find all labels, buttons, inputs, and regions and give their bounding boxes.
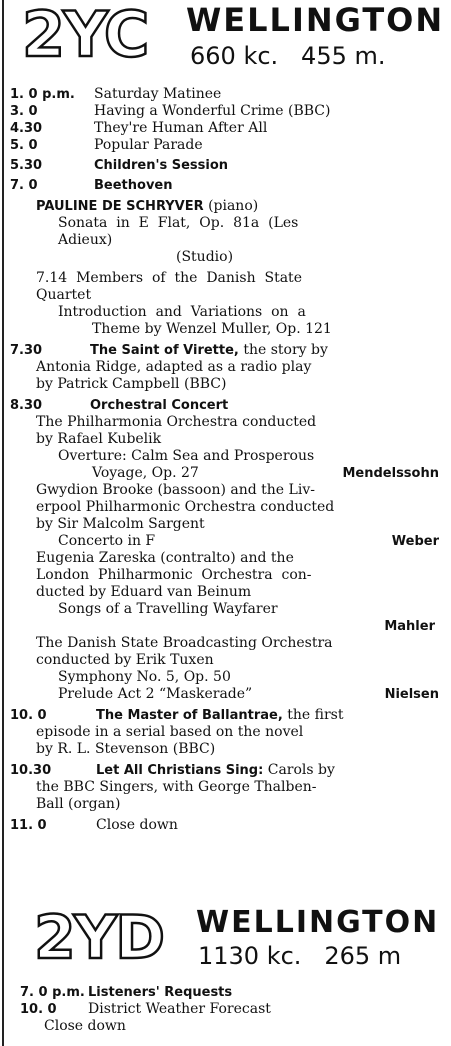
performer-line	[8, 198, 443, 215]
item-title: They're Human After All	[94, 120, 268, 136]
concert-line: ducted by Eduard van Beinum	[36, 584, 252, 600]
item-time: 10. 0	[20, 1002, 57, 1017]
composer-name: Mahler	[384, 619, 435, 634]
item-time: 5.30	[10, 158, 43, 173]
item-description: Carols by	[267, 762, 335, 778]
concert-line: London Philharmonic Orchestra con-	[36, 567, 312, 583]
item-time: 7.30	[10, 343, 43, 358]
column-rule	[2, 0, 4, 1046]
concert-line: conducted by Erik Tuxen	[36, 652, 214, 668]
concert-line: Symphony No. 5, Op. 50	[58, 669, 231, 685]
concert-line: Songs of a Travelling Wayfarer	[58, 601, 278, 617]
list-item	[8, 157, 443, 174]
item-title: Listeners' Requests	[88, 985, 233, 1000]
list-item	[8, 984, 443, 1001]
danish-quartet-line: Quartet	[36, 287, 92, 303]
item-title: Having a Wonderful Crime (BBC)	[94, 103, 331, 119]
item-description: the story by	[243, 342, 328, 358]
item-description: by Patrick Campbell (BBC)	[36, 376, 227, 392]
concert-line: Overture: Calm Sea and Prosperous	[58, 448, 315, 464]
station-city-2yc: WELLINGTON	[186, 1, 445, 39]
station-city-2yd: WELLINGTON	[196, 905, 440, 940]
item-title: Saturday Matinee	[94, 86, 222, 102]
list-item	[8, 103, 443, 120]
station-frequency-2yc: 660 kc. 455 m.	[190, 42, 386, 70]
list-item	[8, 397, 443, 414]
item-time: 7. 0 p.m.	[20, 985, 85, 1000]
item-description: Antonia Ridge, adapted as a radio play	[36, 359, 312, 375]
list-item	[8, 342, 443, 359]
work-line: Introduction and Variations on a	[58, 304, 306, 320]
item-description: by R. L. Stevenson (BBC)	[36, 741, 216, 757]
item-title: Orchestral Concert	[90, 398, 229, 413]
work-line: Theme by Wenzel Muller, Op. 121	[92, 321, 332, 337]
work-line: Sonata in E Flat, Op. 81a (Les	[58, 215, 299, 231]
concert-line: The Philharmonia Orchestra conducted	[36, 414, 317, 430]
work-title: Concerto in F	[58, 533, 156, 549]
programme-2yc	[8, 86, 443, 834]
composer-name: Weber	[391, 534, 439, 549]
concert-line: Eugenia Zareska (contralto) and the	[36, 550, 294, 566]
performer-instrument: (piano)	[208, 198, 259, 214]
list-item	[8, 762, 443, 779]
composer-name: Mendelssohn	[342, 466, 439, 481]
concert-line: The Danish State Broadcasting Orchestra	[36, 635, 333, 651]
item-description: Ball (organ)	[36, 796, 121, 812]
list-item: Close down	[44, 1018, 126, 1034]
concert-line: by Sir Malcolm Sargent	[36, 516, 205, 532]
station-logo-2yd: 2YD	[34, 903, 163, 973]
station-header-2yc	[0, 0, 451, 80]
item-description: episode in a serial based on the novel	[36, 724, 304, 740]
item-time: 4.30	[10, 121, 43, 136]
item-title: District Weather Forecast	[88, 1001, 271, 1017]
list-item	[8, 86, 443, 103]
item-time: 8.30	[10, 398, 43, 413]
item-time: 3. 0	[10, 104, 38, 119]
studio-note: (Studio)	[176, 249, 234, 265]
list-item	[8, 120, 443, 137]
work-title: Prelude Act 2 “Maskerade”	[58, 686, 253, 702]
work-title: Voyage, Op. 27	[92, 465, 199, 481]
item-time: 10. 0	[10, 708, 47, 723]
item-title: Let All Christians Sing:	[96, 763, 264, 778]
list-item	[8, 707, 443, 724]
station-frequency-2yd: 1130 kc. 265 m	[198, 942, 402, 970]
concert-line: erpool Philharmonic Orchestra conducted	[36, 499, 335, 515]
concert-line: by Rafael Kubelik	[36, 431, 162, 447]
item-title: Beethoven	[94, 178, 173, 193]
item-time: 5. 0	[10, 138, 38, 153]
concert-line	[8, 686, 443, 703]
item-title: Popular Parade	[94, 137, 203, 153]
item-time: 1. 0 p.m.	[10, 87, 75, 102]
item-time: 11. 0	[10, 818, 47, 833]
station-logo-2yc: 2YC	[22, 0, 148, 71]
item-description: the BBC Singers, with George Thalben-	[36, 779, 317, 795]
list-item	[8, 177, 443, 194]
performer-name: PAULINE DE SCHRYVER	[36, 199, 204, 214]
list-item	[8, 1001, 443, 1018]
item-title: Close down	[96, 817, 178, 833]
concert-line	[8, 533, 443, 550]
danish-quartet-line: 7.14 Members of the Danish State	[36, 270, 302, 286]
item-description: the first	[287, 707, 344, 723]
item-title: Children's Session	[94, 158, 229, 173]
list-item	[8, 137, 443, 154]
work-line: Adieux)	[58, 232, 113, 248]
composer-name: Nielsen	[384, 687, 439, 702]
composer-line	[8, 618, 443, 635]
item-title: The Saint of Virette,	[90, 343, 239, 358]
concert-line: Gwydion Brooke (bassoon) and the Liv-	[36, 482, 315, 498]
list-item	[8, 817, 443, 834]
item-title: The Master of Ballantrae,	[96, 708, 283, 723]
concert-line	[8, 465, 443, 482]
item-time: 7. 0	[10, 178, 38, 193]
station-header-2yd	[0, 904, 451, 984]
item-time: 10.30	[10, 763, 52, 778]
programme-2yd	[8, 984, 443, 1035]
